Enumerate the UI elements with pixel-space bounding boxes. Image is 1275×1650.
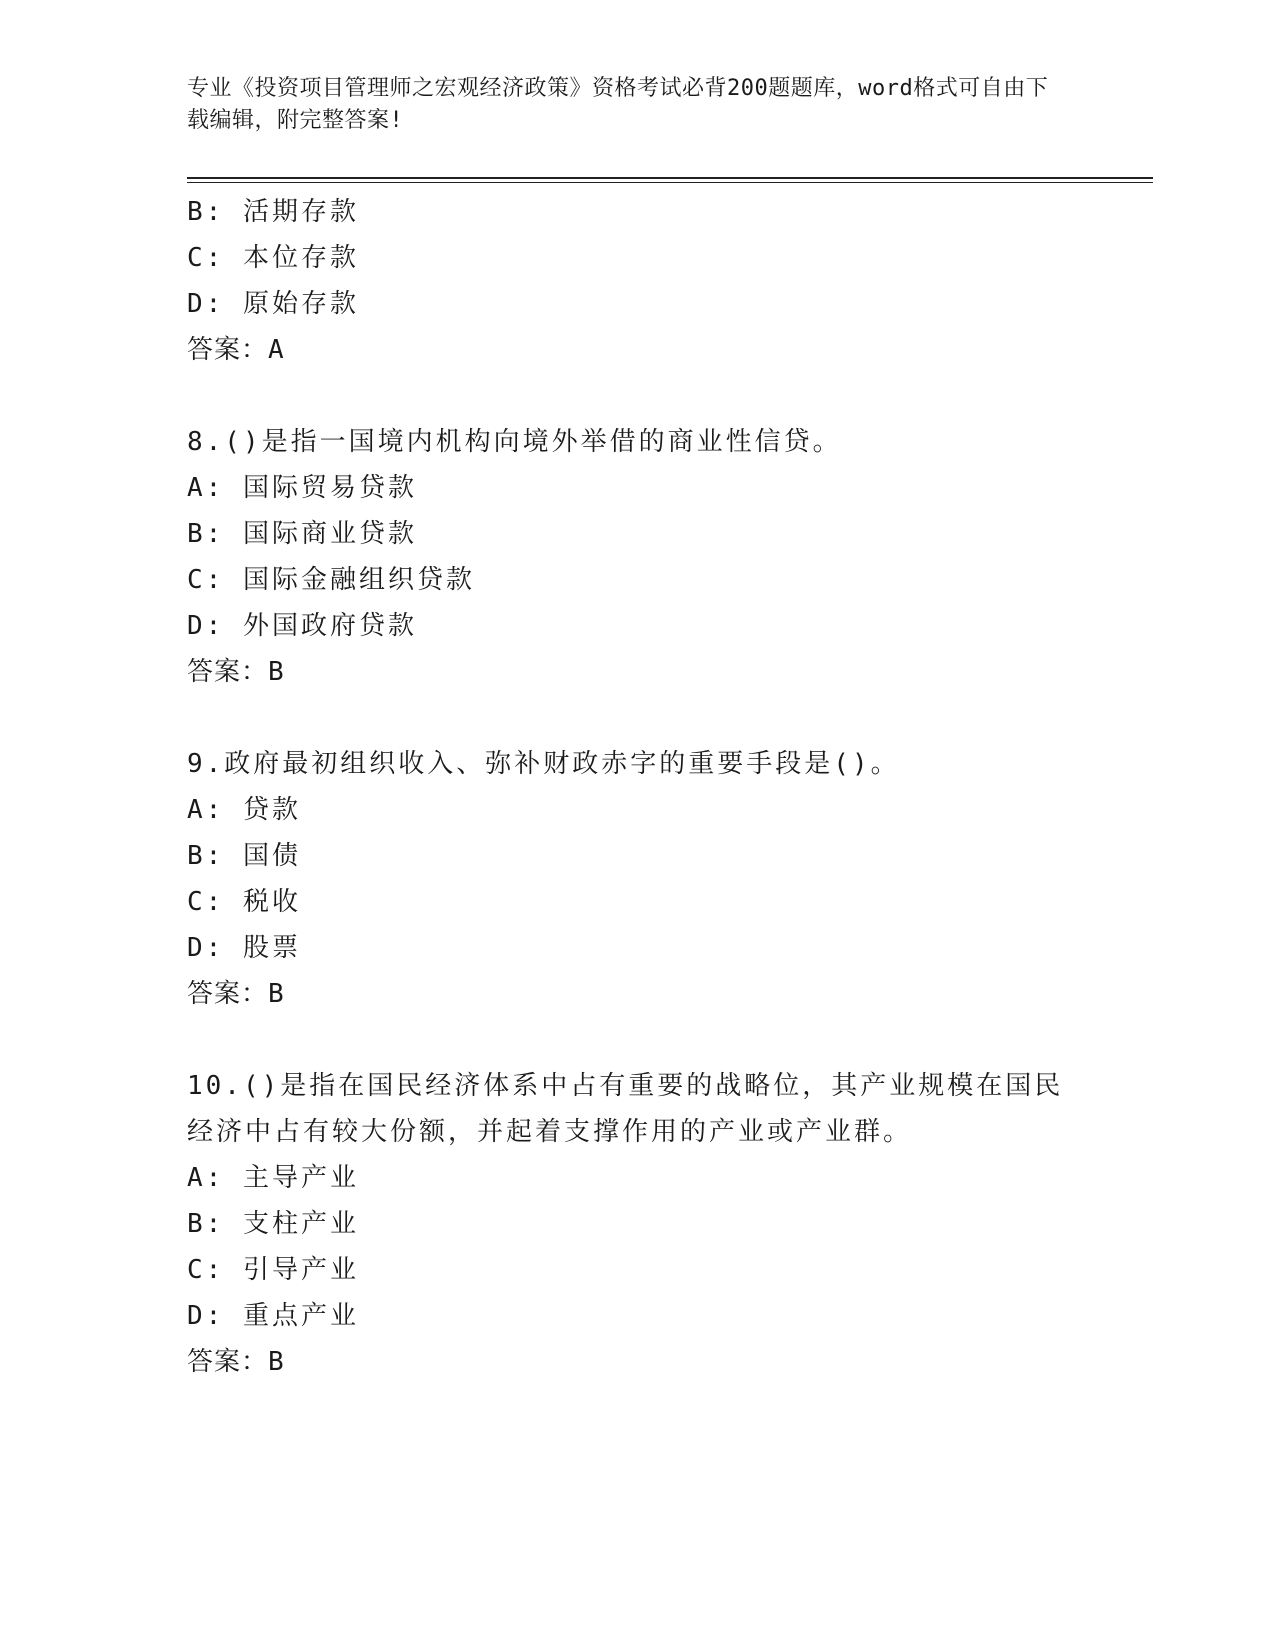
option-c: C: 国际金融组织贷款	[187, 565, 475, 595]
question-9	[187, 741, 1087, 1017]
spacer	[187, 1017, 1087, 1063]
option-b: B: 国债	[187, 841, 301, 871]
answer-line: 答案：B	[187, 1347, 285, 1377]
spacer	[187, 373, 1087, 419]
option-c: C: 引导产业	[187, 1255, 359, 1285]
answer-line: 答案：B	[187, 657, 285, 687]
question-title: 9.政府最初组织收入、弥补财政赤字的重要手段是()。	[187, 749, 900, 779]
option-b: B: 国际商业贷款	[187, 519, 417, 549]
answer-line: 答案：A	[187, 335, 285, 365]
option-d: D: 重点产业	[187, 1301, 359, 1331]
question-7	[187, 189, 1087, 373]
option-b: B: 支柱产业	[187, 1209, 359, 1239]
option-d: D: 股票	[187, 933, 301, 963]
option-d: D: 外国政府贷款	[187, 611, 417, 641]
question-10	[187, 1063, 1087, 1385]
header-divider-thick	[187, 177, 1153, 179]
option-c: C: 本位存款	[187, 243, 359, 273]
option-d: D: 原始存款	[187, 289, 359, 319]
question-8	[187, 419, 1087, 695]
question-title: 10.()是指在国民经济体系中占有重要的战略位，其产业规模在国民经济中占有较大份额，并起着支撑作用的产业或产业群。	[187, 1071, 1064, 1147]
option-a: A: 主导产业	[187, 1163, 359, 1193]
option-b: B: 活期存款	[187, 197, 359, 227]
option-a: A: 国际贸易贷款	[187, 473, 417, 503]
document-header: 专业《投资项目管理师之宏观经济政策》资格考试必背200题题库，word格式可自由下载编辑，附完整答案!	[187, 76, 1049, 133]
question-list	[187, 189, 1087, 1385]
answer-line: 答案：B	[187, 979, 285, 1009]
question-title: 8.()是指一国境内机构向境外举借的商业性信贷。	[187, 427, 842, 457]
option-c: C: 税收	[187, 887, 301, 917]
option-a: A: 贷款	[187, 795, 301, 825]
header-divider-thin	[187, 182, 1153, 183]
spacer	[187, 695, 1087, 741]
